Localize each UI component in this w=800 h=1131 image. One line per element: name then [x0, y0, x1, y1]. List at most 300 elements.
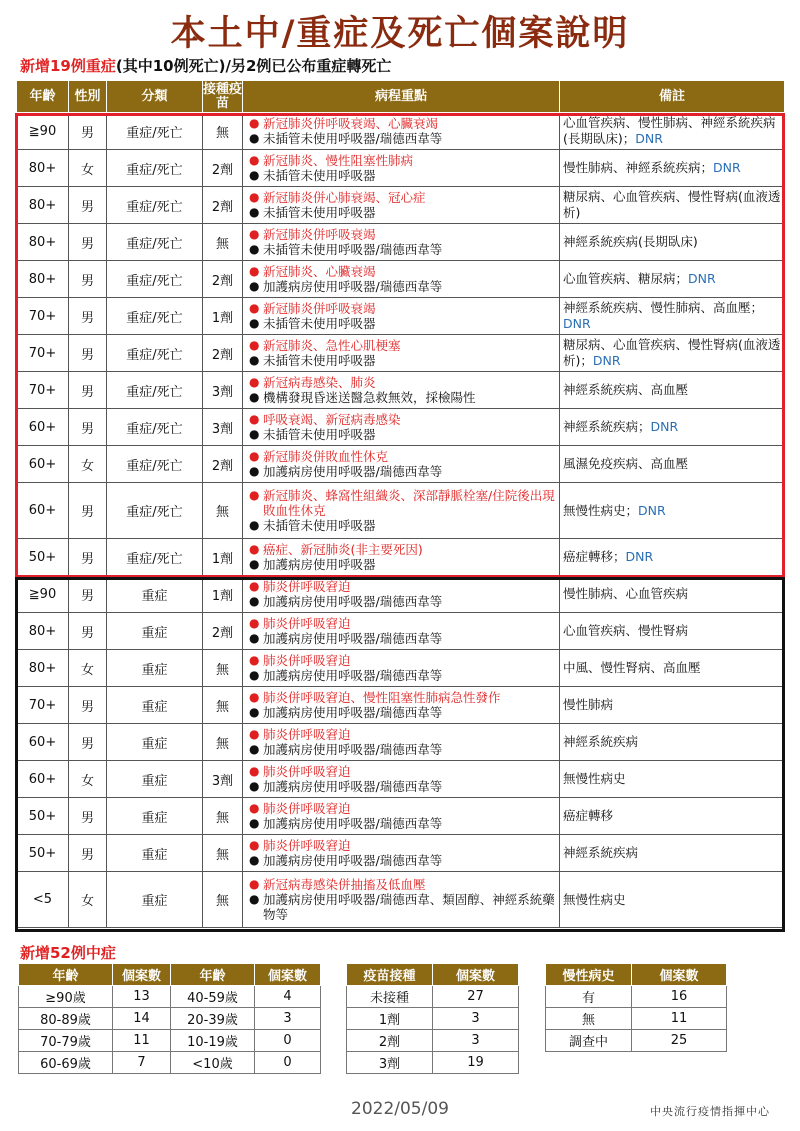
bullet-icon: ●	[249, 205, 260, 219]
course-text: 肺炎併呼吸窘迫	[263, 764, 351, 779]
cell-note	[560, 224, 785, 261]
cell-vaccine: 2劑	[203, 446, 243, 483]
bullet-icon: ●	[249, 579, 260, 593]
course-bullet	[249, 264, 559, 279]
bullet-icon: ●	[249, 668, 260, 682]
cell-class: 重症/死亡	[107, 335, 203, 372]
cell-vaccine: 1劑	[203, 298, 243, 335]
cell-class: 重症/死亡	[107, 224, 203, 261]
course-bullet	[249, 616, 559, 631]
course-bullet	[249, 205, 559, 220]
cell-note	[560, 113, 785, 150]
cell-course	[243, 113, 560, 150]
table-cell: 40-59歲	[171, 986, 255, 1008]
course-bullet	[249, 242, 559, 257]
note-text: 糖尿病、心血管疾病、慢性腎病(血液透析)；	[563, 337, 781, 368]
cell-course	[243, 576, 560, 613]
table-row	[17, 650, 785, 687]
cell-note	[560, 539, 785, 576]
cell-course	[243, 724, 560, 761]
table-row	[17, 409, 785, 446]
table-row	[17, 372, 785, 409]
course-bullet	[249, 518, 559, 533]
course-bullet	[249, 227, 559, 242]
severe-count: 新增19例重症	[20, 57, 116, 75]
moderate-title: 新增52例中症	[20, 944, 116, 962]
bullet-icon: ●	[249, 779, 260, 793]
course-text: 新冠肺炎、心臟衰竭	[263, 264, 376, 279]
table-row	[546, 1008, 727, 1030]
cell-course	[243, 261, 560, 298]
cell-class: 重症/死亡	[107, 150, 203, 187]
course-bullet	[249, 631, 559, 646]
table-row	[19, 986, 321, 1008]
cell-sex: 男	[69, 224, 107, 261]
header-count: 個案數	[433, 964, 519, 986]
cell-class: 重症/死亡	[107, 187, 203, 224]
table-cell: 80-89歲	[19, 1008, 113, 1030]
cell-course	[243, 187, 560, 224]
cell-class: 重症	[107, 687, 203, 724]
note-text: 神經系統疾病；	[563, 419, 651, 434]
cell-class: 重症/死亡	[107, 372, 203, 409]
cell-sex: 男	[69, 335, 107, 372]
report-date: 2022/05/09	[351, 1099, 449, 1119]
course-bullet	[249, 449, 559, 464]
course-text: 機構發現昏迷送醫急救無效，採檢陽性	[263, 390, 476, 405]
course-text: 肺炎併呼吸窘迫	[263, 727, 351, 742]
bullet-icon: ●	[249, 375, 260, 389]
header-note: 備註	[560, 81, 785, 113]
bullet-icon: ●	[249, 653, 260, 667]
note-text: 慢性肺病	[563, 697, 614, 712]
course-bullet	[249, 816, 559, 831]
course-text: 新冠肺炎、慢性阻塞性肺病	[263, 153, 414, 168]
header-age: 年齡	[19, 964, 113, 986]
table-row	[17, 187, 785, 224]
course-bullet	[249, 779, 559, 794]
table-header-row	[17, 81, 785, 113]
cell-class: 重症/死亡	[107, 446, 203, 483]
course-text: 肺炎併呼吸窘迫	[263, 616, 351, 631]
cell-course	[243, 298, 560, 335]
course-bullet	[249, 464, 559, 479]
course-text: 肺炎併呼吸窘迫	[263, 579, 351, 594]
bullet-icon: ●	[249, 488, 260, 502]
cell-vaccine: 無	[203, 113, 243, 150]
bullet-icon: ●	[249, 153, 260, 167]
course-text: 未插管未使用呼吸器	[263, 518, 376, 533]
table-row	[347, 1052, 519, 1074]
vaccine-count-table	[346, 963, 519, 1074]
cell-sex: 女	[69, 650, 107, 687]
table-cell: 1劑	[347, 1008, 433, 1030]
course-text: 加護病房使用呼吸器/瑞德西韋等	[263, 668, 443, 683]
severe-cases-table	[16, 80, 785, 928]
cell-note	[560, 872, 785, 928]
chronic-count-table	[545, 963, 727, 1052]
cell-note	[560, 261, 785, 298]
table-cell: 0	[255, 1052, 321, 1074]
table-cell: 調查中	[546, 1030, 632, 1052]
bullet-icon: ●	[249, 301, 260, 315]
course-bullet	[249, 557, 559, 572]
table-row	[347, 1008, 519, 1030]
course-bullet	[249, 375, 559, 390]
bullet-icon: ●	[249, 264, 260, 278]
course-bullet	[249, 853, 559, 868]
cell-sex: 男	[69, 724, 107, 761]
course-text: 新冠病毒感染、肺炎	[263, 375, 376, 390]
header-count: 個案數	[113, 964, 171, 986]
cell-course	[243, 150, 560, 187]
bullet-icon: ●	[249, 464, 260, 478]
cell-sex: 男	[69, 113, 107, 150]
cell-age: ≧90	[17, 113, 69, 150]
dnr-tag: DNR	[650, 419, 679, 434]
bullet-icon: ●	[249, 227, 260, 241]
course-text: 未插管未使用呼吸器	[263, 427, 376, 442]
course-text: 癌症、新冠肺炎(非主要死因)	[263, 542, 423, 557]
course-bullet	[249, 653, 559, 668]
table-row	[17, 761, 785, 798]
cell-note	[560, 335, 785, 372]
bullet-icon: ●	[249, 168, 260, 182]
cell-class: 重症	[107, 761, 203, 798]
cell-class: 重症	[107, 798, 203, 835]
header-vaccine: 接種疫苗	[203, 81, 243, 111]
course-text: 肺炎併呼吸窘迫	[263, 838, 351, 853]
dnr-tag: DNR	[688, 271, 716, 286]
cell-vaccine: 1劑	[203, 576, 243, 613]
cell-age: 80+	[17, 261, 69, 298]
course-bullet	[249, 594, 559, 609]
cell-age: 50+	[17, 835, 69, 872]
course-bullet	[249, 153, 559, 168]
cell-sex: 男	[69, 187, 107, 224]
course-bullet	[249, 131, 559, 146]
table-row	[17, 113, 785, 150]
table-cell: 3	[433, 1030, 519, 1052]
bullet-icon: ●	[249, 764, 260, 778]
table-cell: 3	[255, 1008, 321, 1030]
course-bullet	[249, 488, 559, 518]
cell-sex: 男	[69, 409, 107, 446]
course-text: 加護病房使用呼吸器/瑞德西韋等	[263, 853, 443, 868]
note-text: 慢性肺病、心血管疾病	[563, 586, 689, 601]
table-row	[347, 1030, 519, 1052]
course-bullet	[249, 427, 559, 442]
cell-vaccine: 2劑	[203, 187, 243, 224]
cell-note	[560, 409, 785, 446]
note-text: 慢性肺病、神經系統疾病；	[563, 160, 714, 175]
table-cell: 19	[433, 1052, 519, 1074]
note-text: 風濕免疫疾病、高血壓	[563, 456, 689, 471]
cell-vaccine: 3劑	[203, 372, 243, 409]
dnr-tag: DNR	[713, 160, 741, 175]
cell-course	[243, 798, 560, 835]
dnr-tag: DNR	[635, 131, 663, 146]
course-bullet	[249, 892, 559, 922]
table-row	[19, 1030, 321, 1052]
table-cell: 25	[632, 1030, 727, 1052]
table-cell: ≥90歲	[19, 986, 113, 1008]
note-text: 癌症轉移	[563, 808, 614, 823]
cell-vaccine: 無	[203, 650, 243, 687]
cell-course	[243, 761, 560, 798]
bullet-icon: ●	[249, 838, 260, 852]
cell-course	[243, 835, 560, 872]
cell-course	[243, 224, 560, 261]
table-cell: 70-79歲	[19, 1030, 113, 1052]
course-bullet	[249, 877, 559, 892]
course-bullet	[249, 301, 559, 316]
course-text: 新冠肺炎併呼吸衰竭	[263, 227, 376, 242]
cell-age: 60+	[17, 409, 69, 446]
course-text: 未插管未使用呼吸器/瑞德西韋等	[263, 242, 443, 257]
course-bullet	[249, 168, 559, 183]
table-row	[17, 261, 785, 298]
note-text: 心血管疾病、糖尿病；	[563, 271, 689, 286]
cell-vaccine: 無	[203, 483, 243, 539]
table-row	[17, 613, 785, 650]
cell-age: 60+	[17, 724, 69, 761]
bullet-icon: ●	[249, 116, 260, 130]
table-cell: 60-69歲	[19, 1052, 113, 1074]
header-count: 個案數	[632, 964, 727, 986]
dnr-tag: DNR	[638, 502, 666, 518]
cell-vaccine: 無	[203, 835, 243, 872]
cell-note	[560, 150, 785, 187]
cell-vaccine: 2劑	[203, 150, 243, 187]
bullet-icon: ●	[249, 542, 260, 556]
course-bullet	[249, 705, 559, 720]
cell-note	[560, 687, 785, 724]
cell-sex: 男	[69, 372, 107, 409]
course-bullet	[249, 668, 559, 683]
cell-note	[560, 483, 785, 539]
cell-class: 重症	[107, 613, 203, 650]
cell-note	[560, 761, 785, 798]
cell-vaccine: 無	[203, 687, 243, 724]
cell-course	[243, 446, 560, 483]
table-cell: 27	[433, 986, 519, 1008]
page-title: 本土中/重症及死亡個案說明	[170, 14, 630, 54]
cell-vaccine: 無	[203, 224, 243, 261]
course-bullet	[249, 390, 559, 405]
note-text: 無慢性病史	[563, 891, 626, 907]
course-text: 新冠病毒感染併抽搐及低血壓	[263, 877, 426, 892]
cell-course	[243, 872, 560, 928]
cell-sex: 男	[69, 687, 107, 724]
cell-sex: 男	[69, 798, 107, 835]
table-row	[19, 1052, 321, 1074]
course-text: 加護病房使用呼吸器/瑞德西韋等	[263, 779, 443, 794]
course-bullet	[249, 838, 559, 853]
table-row	[546, 986, 727, 1008]
table-cell: 7	[113, 1052, 171, 1074]
course-text: 加護病房使用呼吸器/瑞德西韋等	[263, 631, 443, 646]
table-row	[17, 576, 785, 613]
organization-name: 中央流行疫情指揮中心	[650, 1105, 770, 1118]
cell-vaccine: 2劑	[203, 335, 243, 372]
course-bullet	[249, 801, 559, 816]
cell-note	[560, 187, 785, 224]
bullet-icon: ●	[249, 742, 260, 756]
cell-age: 80+	[17, 650, 69, 687]
cell-age: 70+	[17, 335, 69, 372]
note-text: 神經系統疾病	[563, 734, 639, 749]
cell-vaccine: 無	[203, 798, 243, 835]
table-cell: 16	[632, 986, 727, 1008]
table-cell: 14	[113, 1008, 171, 1030]
table-cell: 3劑	[347, 1052, 433, 1074]
header-count: 個案數	[255, 964, 321, 986]
bullet-icon: ●	[249, 616, 260, 630]
cell-age: 70+	[17, 298, 69, 335]
note-text: 中風、慢性腎病、高血壓	[563, 660, 701, 675]
bullet-icon: ●	[249, 427, 260, 441]
cell-class: 重症	[107, 724, 203, 761]
header-sex: 性別	[69, 81, 107, 113]
cell-note	[560, 613, 785, 650]
table-header-row	[19, 964, 321, 986]
course-bullet	[249, 190, 559, 205]
course-text: 新冠肺炎併呼吸衰竭	[263, 301, 376, 316]
cell-class: 重症/死亡	[107, 539, 203, 576]
bullet-icon: ●	[249, 190, 260, 204]
course-bullet	[249, 542, 559, 557]
dnr-tag: DNR	[563, 316, 591, 331]
note-text: 神經系統疾病(長期臥床)	[563, 234, 698, 249]
cell-class: 重症	[107, 650, 203, 687]
table-cell: 0	[255, 1030, 321, 1052]
table-cell: 3	[433, 1008, 519, 1030]
cell-class: 重症/死亡	[107, 409, 203, 446]
table-cell: 11	[632, 1008, 727, 1030]
cell-age: <5	[17, 872, 69, 928]
course-text: 未插管未使用呼吸器	[263, 353, 376, 368]
course-text: 未插管未使用呼吸器	[263, 316, 376, 331]
course-text: 新冠肺炎、急性心肌梗塞	[263, 338, 401, 353]
cell-class: 重症/死亡	[107, 261, 203, 298]
course-text: 未插管未使用呼吸器	[263, 205, 376, 220]
severe-subtitle	[20, 55, 391, 76]
table-row	[17, 483, 785, 539]
cell-age: 70+	[17, 372, 69, 409]
table-header-row	[546, 964, 727, 986]
cell-class: 重症/死亡	[107, 113, 203, 150]
table-row	[17, 446, 785, 483]
course-text: 肺炎併呼吸窘迫	[263, 801, 351, 816]
cell-age: 80+	[17, 187, 69, 224]
cell-sex: 男	[69, 835, 107, 872]
cell-age: 50+	[17, 798, 69, 835]
course-text: 呼吸衰竭、新冠病毒感染	[263, 412, 401, 427]
course-text: 加護病房使用呼吸器/瑞德西韋等	[263, 279, 443, 294]
table-row	[17, 872, 785, 928]
course-text: 加護病房使用呼吸器/瑞德西韋等	[263, 594, 443, 609]
note-text: 神經系統疾病、慢性肺病、高血壓；	[563, 300, 764, 315]
note-text: 癌症轉移；	[563, 549, 626, 564]
bullet-icon: ●	[249, 557, 260, 571]
table-cell: 有	[546, 986, 632, 1008]
course-text: 加護病房使用呼吸器/瑞德西韋等	[263, 742, 443, 757]
cell-vaccine: 2劑	[203, 613, 243, 650]
header-age: 年齡	[171, 964, 255, 986]
course-bullet	[249, 338, 559, 353]
cell-class: 重症	[107, 872, 203, 928]
cell-class: 重症	[107, 576, 203, 613]
cell-course	[243, 650, 560, 687]
table-cell: 11	[113, 1030, 171, 1052]
course-text: 新冠肺炎併呼吸衰竭、心臟衰竭	[263, 116, 439, 131]
cell-vaccine: 3劑	[203, 761, 243, 798]
course-bullet	[249, 727, 559, 742]
bullet-icon: ●	[249, 338, 260, 352]
header-course: 病程重點	[243, 81, 560, 113]
bullet-icon: ●	[249, 412, 260, 426]
cell-course	[243, 335, 560, 372]
bullet-icon: ●	[249, 853, 260, 867]
course-text: 加護病房使用呼吸器/瑞德西韋等	[263, 705, 443, 720]
table-row	[17, 724, 785, 761]
cell-age: 80+	[17, 150, 69, 187]
note-text: 無慢性病史	[563, 771, 626, 786]
cell-sex: 女	[69, 150, 107, 187]
dnr-tag: DNR	[625, 549, 654, 564]
age-count-table	[18, 963, 321, 1074]
bullet-icon: ●	[249, 390, 260, 404]
cell-age: 70+	[17, 687, 69, 724]
cell-age: 60+	[17, 761, 69, 798]
bullet-icon: ●	[249, 892, 260, 906]
cell-course	[243, 539, 560, 576]
course-text: 新冠肺炎併敗血性休克	[263, 449, 389, 464]
table-cell: 未接種	[347, 986, 433, 1008]
course-bullet	[249, 412, 559, 427]
cell-sex: 男	[69, 483, 107, 539]
table-row	[546, 1030, 727, 1052]
course-bullet	[249, 316, 559, 331]
course-text: 未插管未使用呼吸器	[263, 168, 376, 183]
bullet-icon: ●	[249, 518, 260, 532]
header-chronic: 慢性病史	[546, 964, 632, 986]
cell-note	[560, 372, 785, 409]
table-row	[17, 539, 785, 576]
cell-vaccine: 1劑	[203, 539, 243, 576]
cell-sex: 男	[69, 261, 107, 298]
table-cell: 13	[113, 986, 171, 1008]
bullet-icon: ●	[249, 594, 260, 608]
table-row	[17, 335, 785, 372]
header-age: 年齡	[17, 81, 69, 113]
cell-note	[560, 835, 785, 872]
table-row	[19, 1008, 321, 1030]
bullet-icon: ●	[249, 877, 260, 891]
course-text: 加護病房使用呼吸器/瑞德西韋等	[263, 464, 443, 479]
bullet-icon: ●	[249, 449, 260, 463]
table-row	[347, 986, 519, 1008]
table-row	[17, 150, 785, 187]
bullet-icon: ●	[249, 705, 260, 719]
course-bullet	[249, 690, 559, 705]
cell-note	[560, 446, 785, 483]
course-text: 肺炎併呼吸窘迫	[263, 653, 351, 668]
cell-course	[243, 409, 560, 446]
note-text: 神經系統疾病	[563, 845, 639, 860]
bullet-icon: ●	[249, 727, 260, 741]
